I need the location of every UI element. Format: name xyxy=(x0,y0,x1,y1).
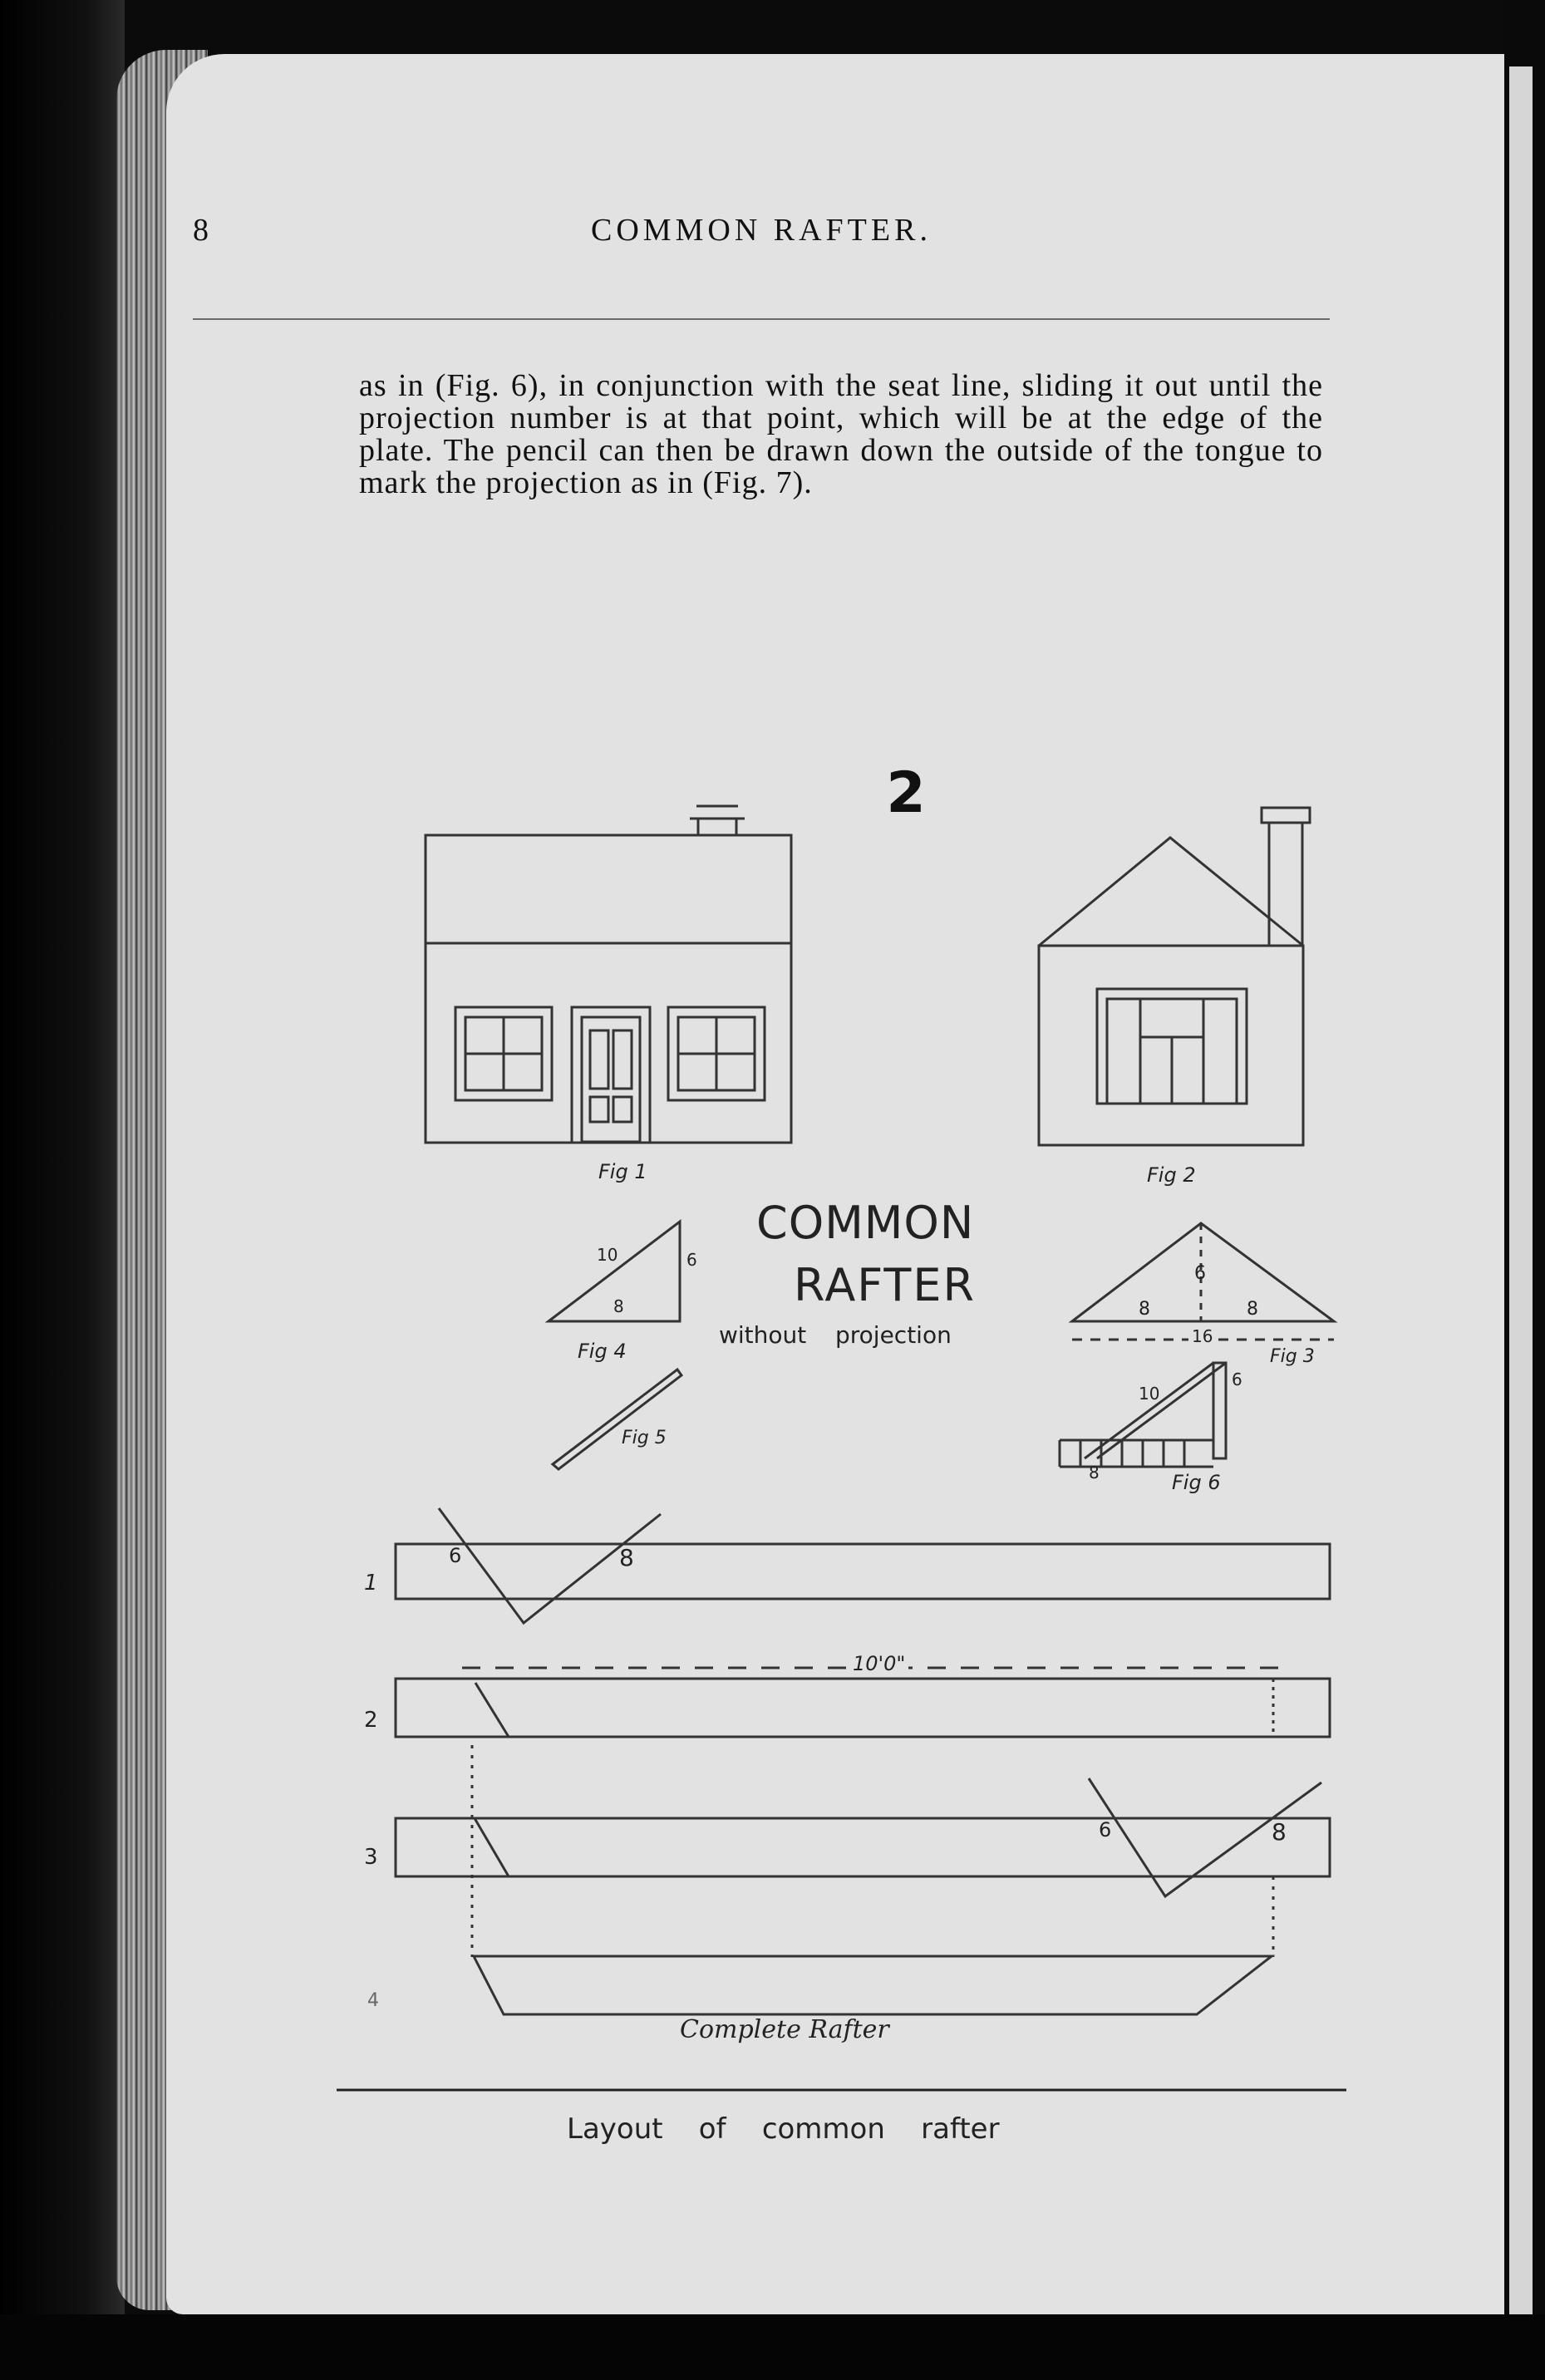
step-number-4: 4 xyxy=(367,1990,379,2011)
step1-mark-b: 8 xyxy=(619,1544,634,1571)
step-number-3: 3 xyxy=(364,1845,378,1870)
plate-title-line2: RAFTER xyxy=(794,1259,977,1311)
step2-board xyxy=(396,1668,1330,1737)
step4-complete-rafter xyxy=(474,1956,1272,2014)
fig1-front-elevation xyxy=(426,806,791,1143)
fig6-rise-dim: 6 xyxy=(1232,1369,1242,1389)
step-number-1: 1 xyxy=(364,1571,378,1596)
fig6-run-dim: 8 xyxy=(1089,1463,1100,1483)
fig3-label: Fig 3 xyxy=(1270,1346,1315,1367)
fig6-hyp-dim: 10 xyxy=(1139,1384,1160,1404)
step1-mark-a: 6 xyxy=(449,1544,462,1567)
fig6-label: Fig 6 xyxy=(1172,1471,1221,1494)
step3-mark-b: 8 xyxy=(1272,1818,1287,1846)
fig4-rise-dim: 6 xyxy=(686,1250,697,1270)
step3-board xyxy=(396,1745,1330,1957)
fig3-rise-dim: 6 xyxy=(1194,1263,1206,1284)
complete-rafter-label: Complete Rafter xyxy=(680,2015,889,2044)
plate-caption: Layout of common rafter xyxy=(567,2112,1000,2146)
fig3-span-dim: 16 xyxy=(1188,1326,1216,1346)
page-number: 8 xyxy=(193,213,209,248)
plate-title-line1: COMMON xyxy=(756,1197,975,1249)
fig3-right-run-dim: 8 xyxy=(1247,1299,1258,1320)
fig2-side-elevation xyxy=(1039,808,1310,1145)
fig6-framing-square xyxy=(1060,1363,1226,1467)
running-head: COMMON RAFTER. xyxy=(591,213,932,248)
fig5-rafter-piece xyxy=(553,1369,681,1469)
fig4-label: Fig 4 xyxy=(578,1340,627,1363)
step3-mark-a: 6 xyxy=(1099,1818,1112,1842)
step1-board xyxy=(396,1508,1330,1623)
fig4-hyp-dim: 10 xyxy=(597,1245,618,1265)
fig1-label: Fig 1 xyxy=(598,1160,647,1183)
plate-number: 2 xyxy=(886,760,926,826)
fig3-left-run-dim: 8 xyxy=(1139,1299,1150,1320)
fig2-label: Fig 2 xyxy=(1147,1163,1196,1187)
length-dim: 10'0" xyxy=(849,1652,908,1675)
body-paragraph: as in (Fig. 6), in conjunction with the seat line, sliding it out until the projection number is at that point, which will be at the edge of the plate. The pencil can then be drawn down the outside of the tongue to mark the projection as in (Fig. 7). xyxy=(359,368,1323,500)
plate-subtitle-projection: projection xyxy=(835,1321,952,1349)
fig4-run-dim: 8 xyxy=(613,1296,624,1316)
step-number-2: 2 xyxy=(364,1708,378,1733)
fig5-label: Fig 5 xyxy=(622,1428,667,1448)
plate-subtitle-without: without xyxy=(719,1321,807,1349)
